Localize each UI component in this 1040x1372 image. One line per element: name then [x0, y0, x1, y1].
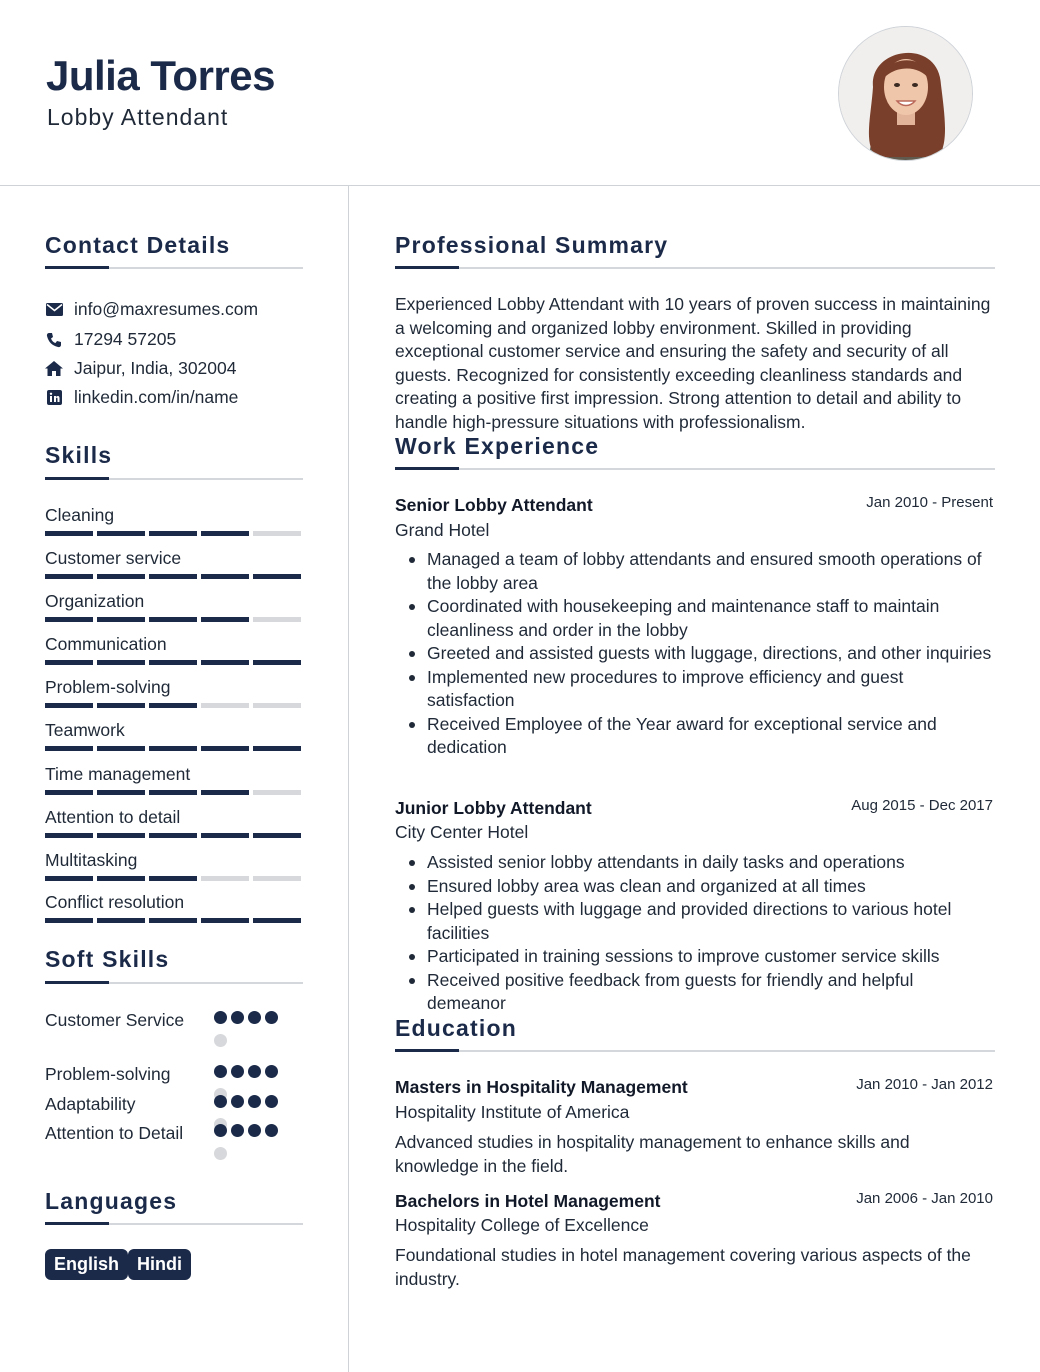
degree-description: Foundational studies in hotel management covering various aspects of the industry. [395, 1245, 971, 1289]
school-name: Hospitality College of Excellence [395, 1215, 649, 1235]
degree-dates: Jan 2006 - Jan 2010 [856, 1190, 993, 1207]
soft-skill-item [45, 1092, 305, 1116]
contact-linkedin-row[interactable] [45, 387, 238, 408]
skill-level-bar [45, 660, 301, 665]
job-bullets [395, 851, 995, 1016]
profile-photo-illustration [839, 27, 973, 161]
job-dates: Aug 2015 - Dec 2017 [851, 797, 993, 814]
skill-level-segment [201, 833, 249, 838]
rating-dot [214, 1147, 227, 1160]
rating-dot [214, 1034, 227, 1047]
skill-level-segment [201, 660, 249, 665]
rating-dot [214, 1011, 227, 1024]
soft-skill-label: Adaptability [45, 1094, 136, 1114]
language-badge-hindi: Hindi [128, 1249, 191, 1280]
skill-level-segment [201, 531, 249, 536]
job-bullet: Coordinated with housekeeping and maintenance staff to maintain cleanliness and order in the lobby [395, 595, 995, 642]
profile-photo [838, 26, 973, 161]
skill-level-segment [253, 703, 301, 708]
soft-skill-item [45, 1121, 305, 1145]
skill-label: Multitasking [45, 850, 138, 870]
title-accent [395, 467, 459, 470]
skill-level-bar [45, 703, 301, 708]
skill-level-segment [149, 574, 197, 579]
resume-header [0, 0, 1040, 186]
title-accent [45, 266, 109, 269]
envelope-icon [45, 301, 63, 319]
column-divider [348, 186, 349, 1372]
skill-item [45, 634, 303, 656]
skill-level-bar [45, 531, 301, 536]
skills-section-title: Skills [45, 442, 113, 468]
skill-item [45, 850, 303, 872]
language-badge-english: English [45, 1249, 128, 1280]
skill-level-segment [149, 833, 197, 838]
skill-item [45, 677, 303, 699]
skill-level-segment [45, 918, 93, 923]
degree-title: Masters in Hospitality Management [395, 1077, 688, 1097]
summary-section-title: Professional Summary [395, 232, 669, 258]
skill-level-segment [97, 790, 145, 795]
education-section-title: Education [395, 1015, 517, 1041]
skill-label: Customer service [45, 548, 182, 568]
job-title: Senior Lobby Attendant [395, 495, 593, 515]
rating-dot [231, 1011, 244, 1024]
skill-label: Cleaning [45, 505, 115, 525]
skill-item [45, 764, 303, 786]
rating-dot [248, 1065, 261, 1078]
skill-level-segment [253, 531, 301, 536]
skill-level-segment [253, 660, 301, 665]
rating-dot [265, 1065, 278, 1078]
title-accent [45, 1222, 109, 1225]
school-name: Hospitality Institute of America [395, 1102, 630, 1122]
skill-level-segment [149, 790, 197, 795]
job-employer: City Center Hotel [395, 822, 529, 842]
skill-level-segment [201, 746, 249, 751]
skill-level-segment [253, 790, 301, 795]
summary-text: Experienced Lobby Attendant with 10 years of proven success in maintaining a welcoming and organized lobby environment. Skilled in providing exceptional customer service and ensuring the safety and security of all guests. Recognized for consistently exceeding cleanliness standards and creating a positive first impression. Strong attention to detail and ability to handle high-pressure situations with professionalism. [395, 294, 991, 432]
skill-level-segment [253, 574, 301, 579]
experience-title-rule [395, 468, 995, 470]
skill-level-segment [201, 574, 249, 579]
skill-level-segment [45, 876, 93, 881]
soft-skills-title-rule [45, 982, 303, 984]
rating-dot [265, 1095, 278, 1108]
contact-section-title: Contact Details [45, 232, 231, 258]
job-bullets [395, 548, 995, 760]
job-bullet: Greeted and assisted guests with luggage, directions, and other inquiries [395, 642, 995, 666]
skill-level-segment [45, 660, 93, 665]
skill-label: Teamwork [45, 720, 125, 740]
candidate-name: Julia Torres [46, 52, 275, 99]
title-accent [395, 1049, 459, 1052]
skill-item [45, 505, 303, 527]
skill-level-segment [149, 746, 197, 751]
job-title: Junior Lobby Attendant [395, 798, 592, 818]
home-icon [45, 360, 63, 378]
skill-item [45, 548, 303, 570]
skill-level-segment [97, 876, 145, 881]
skill-level-segment [253, 918, 301, 923]
skill-label: Problem-solving [45, 677, 171, 697]
soft-skill-item [45, 1062, 305, 1086]
title-accent [45, 477, 109, 480]
skill-level-segment [149, 531, 197, 536]
skill-level-segment [97, 617, 145, 622]
skill-level-segment [45, 833, 93, 838]
skill-level-segment [149, 703, 197, 708]
summary-title-rule [395, 267, 995, 269]
skill-label: Conflict resolution [45, 892, 185, 912]
skill-level-bar [45, 574, 301, 579]
contact-linkedin[interactable]: linkedin.com/in/name [74, 387, 239, 407]
soft-skill-label: Problem-solving [45, 1064, 171, 1084]
rating-dot [231, 1065, 244, 1078]
rating-dot [248, 1124, 261, 1137]
skill-level-segment [253, 746, 301, 751]
skill-level-segment [45, 617, 93, 622]
job-bullet: Helped guests with luggage and provided directions to various hotel facilities [395, 898, 995, 945]
contact-address: Jaipur, India, 302004 [74, 358, 237, 378]
skill-item [45, 892, 303, 914]
skill-label: Time management [45, 764, 191, 784]
skill-label: Communication [45, 634, 167, 654]
job-bullet: Received positive feedback from guests for friendly and helpful demeanor [395, 969, 995, 1016]
skill-level-segment [97, 918, 145, 923]
contact-title-rule [45, 267, 303, 269]
skill-level-segment [201, 790, 249, 795]
job-bullet: Participated in training sessions to improve customer service skills [395, 945, 995, 969]
skill-level-segment [253, 617, 301, 622]
contact-address-row [45, 358, 237, 379]
rating-dot [265, 1011, 278, 1024]
skill-level-bar [45, 617, 301, 622]
skill-level-segment [45, 746, 93, 751]
job-bullet: Managed a team of lobby attendants and ensured smooth operations of the lobby area [395, 548, 995, 595]
skill-level-bar [45, 746, 301, 751]
skill-level-segment [201, 876, 249, 881]
title-accent [45, 981, 109, 984]
skill-item [45, 720, 303, 742]
skill-level-segment [45, 790, 93, 795]
title-accent [395, 266, 459, 269]
job-dates: Jan 2010 - Present [866, 494, 993, 511]
skill-item [45, 591, 303, 613]
skill-label: Organization [45, 591, 145, 611]
skill-level-segment [45, 703, 93, 708]
skill-level-segment [253, 833, 301, 838]
job-employer: Grand Hotel [395, 520, 490, 540]
degree-dates: Jan 2010 - Jan 2012 [856, 1076, 993, 1093]
soft-skill-item [45, 1008, 305, 1032]
skill-level-bar [45, 918, 301, 923]
skill-level-segment [201, 617, 249, 622]
soft-skills-section-title: Soft Skills [45, 946, 170, 972]
candidate-role: Lobby Attendant [47, 104, 229, 130]
experience-section-title: Work Experience [395, 433, 600, 459]
skill-level-bar [45, 790, 301, 795]
rating-dot [231, 1095, 244, 1108]
rating-dot [265, 1124, 278, 1137]
skill-level-segment [97, 531, 145, 536]
linkedin-icon [45, 389, 63, 407]
skill-level-segment [45, 574, 93, 579]
job-bullet: Implemented new procedures to improve efficiency and guest satisfaction [395, 666, 995, 713]
skills-title-rule [45, 478, 303, 480]
skill-level-segment [149, 617, 197, 622]
skill-level-segment [201, 703, 249, 708]
languages-title-rule [45, 1223, 303, 1225]
contact-phone[interactable]: 17294 57205 [74, 329, 177, 349]
skill-level-segment [149, 660, 197, 665]
skill-level-segment [149, 918, 197, 923]
rating-dot [214, 1065, 227, 1078]
skill-level-segment [97, 833, 145, 838]
skill-level-segment [149, 876, 197, 881]
contact-phone-row[interactable] [45, 329, 176, 350]
soft-skill-label: Attention to Detail [45, 1123, 184, 1143]
skill-level-segment [97, 746, 145, 751]
rating-dot [214, 1095, 227, 1108]
skill-level-segment [97, 703, 145, 708]
languages-section-title: Languages [45, 1188, 178, 1214]
skill-level-segment [45, 531, 93, 536]
skill-level-segment [253, 876, 301, 881]
rating-dot [214, 1124, 227, 1137]
skill-item [45, 807, 303, 829]
job-bullet: Assisted senior lobby attendants in daily tasks and operations [395, 851, 995, 875]
contact-email-row[interactable] [45, 299, 258, 320]
skill-label: Attention to detail [45, 807, 181, 827]
skill-level-segment [97, 660, 145, 665]
degree-description: Advanced studies in hospitality management to enhance skills and knowledge in the field. [395, 1132, 910, 1176]
education-title-rule [395, 1050, 995, 1052]
phone-icon [45, 331, 63, 349]
skill-level-segment [97, 574, 145, 579]
skill-level-bar [45, 833, 301, 838]
rating-dot [248, 1095, 261, 1108]
job-bullet: Ensured lobby area was clean and organized at all times [395, 875, 995, 899]
job-bullet: Received Employee of the Year award for exceptional service and dedication [395, 713, 995, 760]
soft-skill-rating [214, 1124, 289, 1160]
soft-skill-rating [214, 1011, 289, 1047]
degree-title: Bachelors in Hotel Management [395, 1191, 661, 1211]
rating-dot [231, 1124, 244, 1137]
skill-level-segment [201, 918, 249, 923]
rating-dot [248, 1011, 261, 1024]
soft-skill-label: Customer Service [45, 1010, 185, 1030]
skill-level-bar [45, 876, 301, 881]
contact-email[interactable]: info@maxresumes.com [74, 299, 259, 319]
